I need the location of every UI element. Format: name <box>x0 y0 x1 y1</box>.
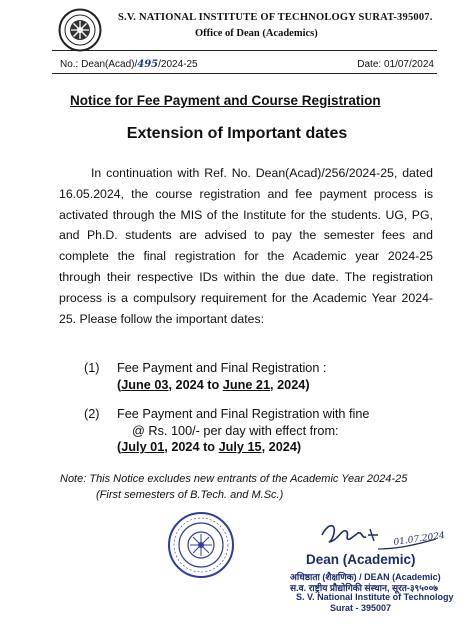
signatory-title: Dean (Academic) <box>306 552 416 567</box>
office-name: Office of Dean (Academics) <box>195 28 318 39</box>
signature-date: 01.07.2024 <box>393 530 446 548</box>
header-divider <box>52 50 437 51</box>
date-range-1: (June 03, 2024 to June 21, 2024) <box>117 377 310 392</box>
meta-divider <box>52 73 437 74</box>
notice-heading: Extension of Important dates <box>126 125 348 142</box>
notice-subject: Notice for Fee Payment and Course Registration <box>70 93 381 108</box>
stamp-line-1: अधिष्ठाता (शैक्षणिक) / DEAN (Academic) <box>290 572 441 582</box>
body-paragraph: In continuation with Ref. No. Dean(Acad)/256/2024-25, dated 16.05.2024, the course registration and fee payment process is activated through the MIS of the Institute for the students. UG, PG, and Ph.D. students are advised to pay the semester fees and complete the final registration for the Academic year 2024-25 through their respective IDs within the due date. The registration process is a compulsory requirement for the Academic Year 2024-25. Please follow the important dates: <box>59 166 433 326</box>
institute-name: S.V. NATIONAL INSTITUTE OF TECHNOLOGY SURAT-395007. <box>118 12 433 23</box>
notice-date: Date: 01/07/2024 <box>357 59 434 70</box>
date-item-1: (1) Fee Payment and Final Registration : (June 03, 2024 to June 21, 2024) <box>84 361 327 392</box>
institute-seal-stamp <box>167 511 235 579</box>
date-item-2: (2) Fee Payment and Final Registration with fine @ Rs. 100/- per day with effect from: (July 01, 2024 to July 15, 2024) <box>84 407 370 454</box>
stamp-line-4: Surat - 395007 <box>330 603 392 613</box>
reference-number: No.: Dean(Acad)/495/2024-25 <box>60 59 198 70</box>
stamp-line-2: स.व. राष्ट्रीय प्रौद्योगिकी संस्थान, सूरत-३९५००७ <box>290 583 438 593</box>
date-range-2: (July 01, 2024 to July 15, 2024) <box>117 440 302 454</box>
stamp-line-3: S. V. National Institute of Technology <box>296 592 454 602</box>
exclusion-note: Note: This Notice excludes new entrants of the Academic Year 2024-25 (First semesters of B.Tech. and M.Sc.) <box>60 473 408 501</box>
institute-logo <box>58 8 102 52</box>
